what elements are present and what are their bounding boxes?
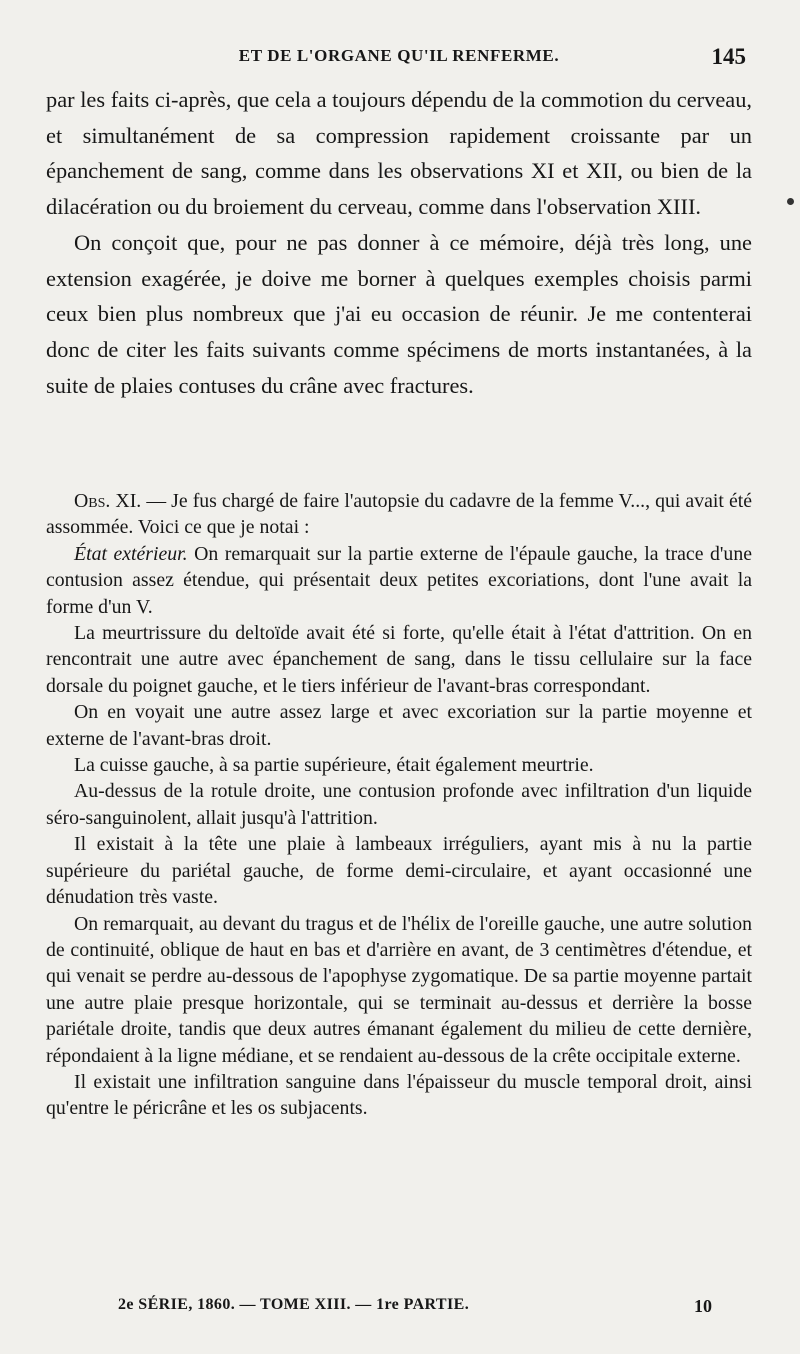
observation-paragraph: Il existait à la tête une plaie à lambeaux irréguliers, ayant mis à nu la partie supérieure du pariétal gauche, de forme demi-circulaire, et ayant occasionné une dénudation très vaste. xyxy=(46,833,752,909)
observation-intro xyxy=(46,488,752,541)
page-number: 145 xyxy=(711,44,746,69)
observation-paragraph: On en voyait une autre assez large et avec excoriation sur la partie moyenne et externe de l'avant-bras droit. xyxy=(46,701,752,750)
intro-paragraph: par les faits ci-après, que cela a toujours dépendu de la commotion du cerveau, et simultanément de sa compression rapidement croissante par un épanchement de sang, comme dans les observations XI et XII, ou bien de la dilacération ou du broiement du cerveau, comme dans l'observation XIII. xyxy=(46,87,752,220)
intro-paragraph: On conçoit que, pour ne pas donner à ce mémoire, déjà très long, une extension exagérée, je doive me borner à quelques exemples choisis parmi ceux bien plus nombreux que j'ai eu occasion de réunir. Je me contenterai donc de citer les faits suivants comme spécimens de morts instantanées, à la suite de plaies contuses du crâne avec fractures. xyxy=(46,229,752,398)
exterior-paragraph xyxy=(46,541,752,620)
observation-label: Obs. XI. xyxy=(74,490,142,512)
observation-paragraph: On remarquait, au devant du tragus et de l'hélix de l'oreille gauche, une autre solution de continuité, oblique de haut en bas et d'arrière en avant, de 3 centimètres d'étendue, et qui venait se perdre au-dessous de l'apophyse zygomatique. De sa partie moyenne partait une autre plaie presque horizontale, qui se terminait au-dessus et derrière la bosse pariétale droite, tandis que deux autres émanant également du milieu de cette dernière, répondaient à la ligne médiane, et se rendaient au-dessous de la crête occipitale externe. xyxy=(46,912,752,1067)
sheet-number: 10 xyxy=(694,1296,712,1316)
observation-block xyxy=(46,488,752,1122)
observation-paragraph: Au-dessus de la rotule droite, une contusion profonde avec infiltration d'un liquide séro-sanguinolent, allait jusqu'à l'attrition. xyxy=(46,780,752,829)
observation-paragraph: La meurtrissure du deltoïde avait été si forte, qu'elle était à l'état d'attrition. On en rencontrait une autre avec épanchement de sang, dans le tissu cellulaire sur la face dorsale du poignet gauche, et le tiers inférieur de l'avant-bras correspondant. xyxy=(46,622,752,697)
intro-text xyxy=(46,82,752,403)
margin-dot xyxy=(787,198,794,205)
page-footer xyxy=(46,1296,752,1322)
running-head xyxy=(46,44,752,72)
exterior-label: État extérieur. xyxy=(74,542,188,565)
signature-line: 2e SÉRIE, 1860. — TOME XIII. — 1re PARTIE. xyxy=(118,1296,470,1313)
running-title: ET DE L'ORGANE QU'IL RENFERME. xyxy=(238,46,560,65)
observation-intro-text: — Je fus chargé de faire l'autopsie du cadavre de la femme V..., qui avait été assommée. Voici ce que je notai : xyxy=(46,490,752,539)
observation-paragraph: La cuisse gauche, à sa partie supérieure, était également meurtrie. xyxy=(74,754,594,777)
observation-paragraph: Il existait une infiltration sanguine dans l'épaisseur du muscle temporal droit, ainsi qu'entre le péricrâne et les os subjacents. xyxy=(46,1070,752,1120)
exterior-text: On remarquait sur la partie externe de l'épaule gauche, la trace d'une contusion assez étendue, qui présentait deux petites excoriations, dont l'une avait la forme d'un V. xyxy=(46,542,752,618)
